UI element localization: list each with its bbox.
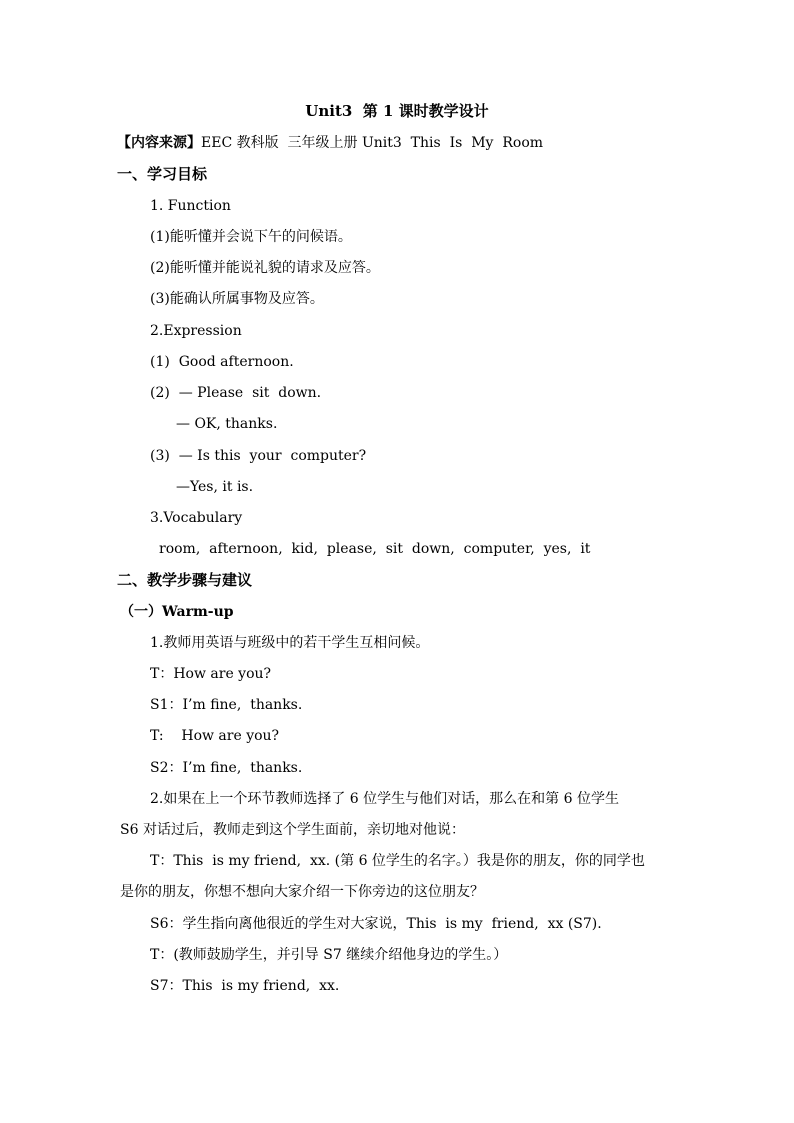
section-heading-objectives: 一、学习目标 [117, 165, 208, 183]
page-title: Unit3 第 1 课时教学设计 [305, 102, 489, 120]
step-line: 2.如果在上一个环节教师选择了 6 位学生与他们对话，那么在和第 6 位学生 [150, 791, 619, 807]
objective-line: (1) Good afternoon. [150, 354, 294, 370]
objective-line: 1. Function [150, 198, 231, 214]
dialogue-line: 是你的朋友，你想不想向大家介绍一下你旁边的这位朋友？ [120, 884, 484, 900]
objective-line: 2.Expression [150, 323, 242, 339]
content-source-text: EEC 教科版 三年级上册 Unit3 This Is My Room [201, 135, 544, 151]
step-line: 1.教师用英语与班级中的若干学生互相问候。 [150, 635, 430, 651]
objective-line: (3)能确认所属事物及应答。 [150, 291, 324, 307]
objective-line: (3) — Is this your computer? [150, 448, 367, 464]
dialogue-line: S1：I’m fine, thanks. [150, 697, 303, 713]
objective-line: (2) — Please sit down. [150, 385, 322, 401]
step-line: S6 对话过后，教师走到这个学生面前，亲切地对他说： [120, 822, 465, 838]
objective-line: — OK, thanks. [176, 416, 278, 432]
content-source-label: 【内容来源】 [117, 135, 201, 151]
dialogue-line: T：(教师鼓励学生，并引导 S7 继续介绍他身边的学生。） [150, 947, 508, 963]
subsection-heading-warmup: （一）Warm-up [120, 604, 234, 620]
objective-line: (2)能听懂并能说礼貌的请求及应答。 [150, 260, 380, 276]
dialogue-line: S2：I’m fine, thanks. [150, 760, 303, 776]
dialogue-line: T: How are you? [150, 728, 280, 744]
objective-line: 3.Vocabulary [150, 510, 243, 526]
objective-line: (1)能听懂并会说下午的问候语。 [150, 229, 352, 245]
objective-line: —Yes, it is. [176, 479, 254, 495]
dialogue-line: S7：This is my friend, xx. [150, 978, 340, 994]
vocabulary-list: room, afternoon, kid, please, sit down, computer, yes, it [159, 541, 591, 557]
content-source [117, 133, 543, 153]
dialogue-line: T：How are you? [150, 666, 272, 682]
dialogue-line: S6：学生指向离他很近的学生对大家说，This is my friend, xx (S7). [150, 916, 602, 932]
dialogue-line: T：This is my friend, xx. (第 6 位学生的名字。）我是你的朋友，你的同学也 [150, 853, 645, 869]
section-heading-steps: 二、教学步骤与建议 [117, 571, 253, 589]
